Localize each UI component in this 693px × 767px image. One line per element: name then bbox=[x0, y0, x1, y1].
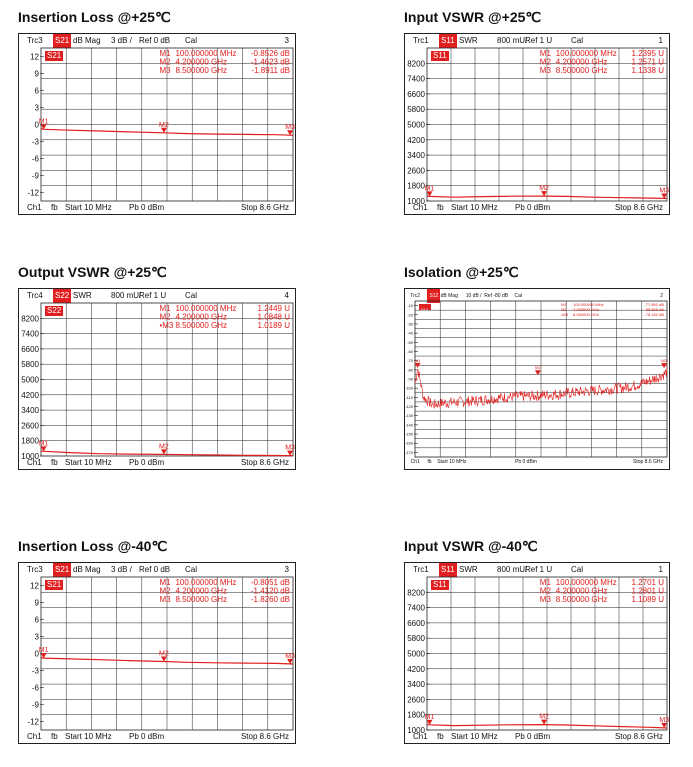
header-ref: Ref 0 dB bbox=[139, 565, 171, 574]
footer-fb: fb bbox=[51, 732, 58, 741]
y-tick-label: 5000 bbox=[21, 375, 39, 385]
marker-table-value: 1.2801 U bbox=[631, 586, 664, 596]
header-cal: Cal bbox=[185, 565, 198, 574]
y-tick-label: -120 bbox=[405, 404, 413, 410]
footer-pb: Pb 0 dBm bbox=[129, 203, 165, 212]
footer-start: Start 10 MHz bbox=[65, 203, 112, 212]
marker-table-freq: 100.000000 MHz bbox=[555, 49, 617, 58]
marker-table-freq: 100.000000 MHz bbox=[175, 304, 237, 313]
marker-triangle bbox=[661, 363, 667, 368]
y-tick-label: 4200 bbox=[407, 135, 425, 145]
footer-start: Start 10 MHz bbox=[451, 732, 498, 741]
y-tick-label: 0 bbox=[34, 649, 39, 659]
footer-stop: Stop 8.6 GHz bbox=[240, 203, 289, 212]
footer-pb: Pb 0 dBm bbox=[129, 458, 165, 467]
marker-table-freq: 8.500000 GHz bbox=[555, 595, 608, 604]
footer-fb: fb bbox=[437, 732, 444, 741]
marker-table-freq: 8.500000 GHz bbox=[175, 321, 228, 330]
header-ref: Ref 0 dB bbox=[139, 36, 171, 45]
y-tick-label: -9 bbox=[31, 700, 39, 710]
marker-table-freq: 4.200000 GHz bbox=[555, 57, 608, 67]
header-param: S11 bbox=[439, 563, 457, 577]
header-trace: Trc3 bbox=[27, 565, 43, 574]
header-cal: Cal bbox=[514, 293, 523, 299]
plot-svg bbox=[405, 289, 669, 469]
marker-table-freq: 8.500000 GHz bbox=[573, 312, 599, 317]
y-tick-label: 12 bbox=[30, 581, 39, 591]
y-tick-label: 1000 bbox=[407, 197, 425, 206]
marker-label: M1 bbox=[424, 185, 435, 193]
header-param: S11 bbox=[439, 34, 457, 48]
marker-table-freq: 100.000000 MHz bbox=[175, 49, 237, 58]
y-tick-label: 5800 bbox=[21, 360, 39, 370]
header-cal: Cal bbox=[571, 36, 584, 45]
y-tick-label: -150 bbox=[405, 431, 413, 437]
footer-ch: Ch1 bbox=[27, 732, 42, 741]
marker-table-value: -1.8260 dB bbox=[250, 595, 290, 604]
marker-table-value: 1.2571 U bbox=[631, 57, 664, 67]
plot-svg bbox=[19, 563, 295, 743]
header-ref: Ref 1 U bbox=[139, 291, 167, 300]
marker-table-value: 1.2701 U bbox=[631, 578, 664, 587]
footer-start: Start 10 MHz bbox=[65, 458, 112, 467]
header-scale: 10 dB / bbox=[465, 293, 482, 299]
y-tick-label: 3400 bbox=[407, 680, 425, 690]
marker-label: M2 bbox=[159, 121, 169, 129]
footer-pb: Pb 0 dBm bbox=[129, 732, 165, 741]
y-tick-label: -12 bbox=[27, 717, 39, 727]
grid bbox=[415, 301, 667, 457]
marker-table-freq: 4.200000 GHz bbox=[175, 57, 228, 67]
marker-label: M3 bbox=[285, 652, 295, 660]
marker-table-name: M2 bbox=[561, 307, 567, 312]
header-ref: Ref 1 U bbox=[525, 565, 553, 574]
y-tick-label: 7400 bbox=[407, 603, 425, 613]
active-trace-label: S22 bbox=[47, 306, 62, 315]
y-tick-label: 5800 bbox=[407, 634, 425, 644]
marker-label: M2 bbox=[539, 185, 549, 193]
active-trace-label: S12 bbox=[421, 307, 429, 312]
marker-table-freq: 4.200000 GHz bbox=[573, 307, 599, 312]
marker-label: M3 bbox=[661, 358, 667, 364]
header-trace: Trc3 bbox=[27, 36, 43, 45]
y-tick-label: -30 bbox=[407, 321, 413, 327]
y-tick-label: -70 bbox=[407, 358, 413, 364]
y-tick-label: -9 bbox=[31, 171, 39, 181]
footer-start: Start 10 MHz bbox=[451, 203, 498, 212]
chart-title: Insertion Loss @-40℃ bbox=[18, 538, 168, 554]
y-tick-label: 2600 bbox=[407, 166, 425, 176]
y-tick-label: 1800 bbox=[407, 710, 425, 720]
footer-ch: Ch1 bbox=[410, 459, 420, 465]
y-tick-label: 6600 bbox=[407, 618, 425, 628]
header-trace-number: 1 bbox=[658, 565, 663, 574]
marker-table-name: M1 bbox=[539, 49, 551, 58]
marker-label: M3 bbox=[659, 716, 669, 724]
marker-label: M3 bbox=[285, 444, 295, 452]
header-trace-number: 1 bbox=[658, 36, 663, 45]
header-scale: 800 mU/ bbox=[111, 291, 142, 300]
y-tick-label: 1000 bbox=[407, 726, 425, 735]
header-format: dB Mag bbox=[440, 293, 458, 299]
y-tick-label: 1000 bbox=[21, 452, 39, 461]
chart-insertion-loss-25 bbox=[18, 9, 296, 215]
y-tick-label: -6 bbox=[31, 683, 39, 693]
header-scale: 800 mU/ bbox=[497, 36, 528, 45]
footer-fb: fb bbox=[51, 203, 58, 212]
marker-table-freq: 100.000000 MHz bbox=[555, 578, 617, 587]
y-tick-label: 2600 bbox=[21, 421, 39, 431]
y-tick-label: 6600 bbox=[407, 89, 425, 99]
y-tick-label: -140 bbox=[405, 422, 413, 428]
marker-table-value: -78.182 dB bbox=[644, 312, 664, 317]
y-tick-label: 4200 bbox=[21, 390, 39, 400]
header-ref: Ref 1 U bbox=[525, 36, 553, 45]
header-trace-number: 2 bbox=[660, 293, 663, 299]
chart-insertion-loss-m40 bbox=[18, 538, 296, 744]
chart-title: Input VSWR @-40℃ bbox=[404, 538, 538, 554]
marker-table-value: 1.0848 U bbox=[257, 312, 290, 322]
plot-svg bbox=[405, 563, 669, 743]
marker-table-name: M2 bbox=[539, 57, 551, 67]
marker-label: M3 bbox=[659, 187, 669, 195]
analyzer-panel bbox=[404, 288, 670, 470]
marker-table-value: -1.4120 dB bbox=[250, 586, 290, 596]
header-trace: Trc2 bbox=[410, 293, 421, 299]
marker-table-value: 1.2395 U bbox=[631, 49, 664, 58]
marker-label: M2 bbox=[535, 365, 541, 371]
marker-table-value: -0.8526 dB bbox=[250, 49, 290, 58]
header-format: dB Mag bbox=[73, 36, 101, 45]
active-trace-label: S11 bbox=[433, 580, 447, 589]
marker-table-value: 1.0189 U bbox=[257, 321, 290, 330]
header-format: SWR bbox=[73, 291, 92, 300]
marker-table-name: M1 bbox=[159, 578, 171, 587]
y-tick-label: -170 bbox=[405, 449, 413, 455]
y-tick-label: -80 bbox=[407, 367, 413, 373]
footer-pb: Pb 0 dBm bbox=[515, 732, 551, 741]
footer-start: Start 10 MHz bbox=[65, 732, 112, 741]
y-tick-label: 2600 bbox=[407, 695, 425, 705]
chart-output-vswr-25 bbox=[18, 264, 296, 470]
footer-fb: fb bbox=[437, 203, 444, 212]
header-trace-number: 3 bbox=[284, 565, 289, 574]
footer-stop: Stop 8.6 GHz bbox=[614, 203, 663, 212]
header-param: S12 bbox=[427, 289, 440, 303]
marker-table-name: M2 bbox=[159, 586, 171, 596]
analyzer-panel bbox=[404, 562, 670, 744]
y-tick-label: 1800 bbox=[407, 181, 425, 191]
marker-table-name: M1 bbox=[159, 49, 171, 58]
y-tick-label: 7400 bbox=[21, 329, 39, 339]
marker-label: M2 bbox=[159, 443, 169, 451]
marker-label: M1 bbox=[38, 118, 49, 126]
marker-table-name: M3 bbox=[159, 66, 171, 75]
y-tick-label: -3 bbox=[31, 137, 39, 147]
active-trace-label: S21 bbox=[47, 51, 62, 60]
footer-fb: fb bbox=[427, 459, 432, 465]
marker-table-name: M1 bbox=[159, 304, 171, 313]
marker-label: M2 bbox=[159, 650, 169, 658]
y-tick-label: -40 bbox=[407, 330, 413, 336]
y-tick-label: 5800 bbox=[407, 105, 425, 115]
footer-pb: Pb 0 dBm bbox=[515, 203, 551, 212]
marker-table-value: -1.4623 dB bbox=[250, 57, 290, 67]
y-tick-label: 8200 bbox=[407, 588, 425, 598]
marker-label: M1 bbox=[424, 713, 435, 721]
marker-table-value: 1.2449 U bbox=[257, 304, 290, 313]
plot-svg bbox=[405, 34, 669, 214]
footer-stop: Stop 8.6 GHz bbox=[614, 732, 663, 741]
y-tick-label: 3 bbox=[34, 103, 39, 113]
marker-label: M1 bbox=[414, 357, 421, 363]
marker-table-value: -0.8051 dB bbox=[250, 578, 290, 587]
y-tick-label: -10 bbox=[407, 303, 413, 309]
header-ref: Ref -80 dB bbox=[484, 293, 509, 299]
footer-pb: Pb 0 dBm bbox=[515, 459, 537, 465]
footer-ch: Ch1 bbox=[413, 203, 428, 212]
marker-table-value: -1.8911 dB bbox=[251, 66, 290, 75]
marker-table-name: M2 bbox=[159, 57, 171, 67]
y-tick-label: 9 bbox=[34, 69, 39, 79]
marker-label: M2 bbox=[539, 713, 549, 721]
footer-stop: Stop 8.6 GHz bbox=[240, 732, 289, 741]
y-tick-label: 3400 bbox=[21, 406, 39, 416]
y-tick-label: 5000 bbox=[407, 649, 425, 659]
footer-stop: Stop 8.6 GHz bbox=[632, 459, 663, 465]
footer-ch: Ch1 bbox=[27, 458, 42, 467]
header-trace: Trc4 bbox=[27, 291, 43, 300]
marker-table-name: M3 bbox=[539, 66, 551, 75]
header-trace-number: 4 bbox=[284, 291, 289, 300]
marker-label: M3 bbox=[285, 124, 295, 132]
marker-table-value: 1.1089 U bbox=[631, 595, 664, 604]
marker-table-name: M3 bbox=[539, 595, 551, 604]
header-param: S22 bbox=[53, 289, 71, 303]
analyzer-panel bbox=[18, 562, 296, 744]
footer-start: Start 10 MHz bbox=[437, 459, 467, 465]
chart-title: Output VSWR @+25℃ bbox=[18, 264, 167, 280]
marker-table-value: -85.895 dB bbox=[644, 307, 664, 312]
marker-table-freq: 100.000000 MHz bbox=[573, 302, 604, 307]
marker-table-name: M1 bbox=[539, 578, 551, 587]
y-tick-label: 8200 bbox=[407, 59, 425, 69]
y-tick-label: -110 bbox=[405, 394, 413, 400]
y-tick-label: -160 bbox=[405, 440, 413, 446]
marker-table-name: •M3 bbox=[561, 312, 569, 317]
header-format: dB Mag bbox=[73, 565, 101, 574]
marker-label: M1 bbox=[38, 647, 49, 655]
marker-table-freq: 4.200000 GHz bbox=[175, 586, 228, 596]
header-cal: Cal bbox=[185, 291, 198, 300]
y-tick-label: 9 bbox=[34, 598, 39, 608]
header-param: S21 bbox=[53, 34, 71, 48]
y-tick-label: 6 bbox=[34, 86, 39, 96]
chart-input-vswr-25 bbox=[404, 9, 670, 215]
y-tick-label: 1800 bbox=[21, 436, 39, 446]
y-tick-label: 7400 bbox=[407, 74, 425, 84]
analyzer-panel bbox=[404, 33, 670, 215]
header-trace: Trc1 bbox=[413, 36, 429, 45]
footer-ch: Ch1 bbox=[27, 203, 42, 212]
footer-stop: Stop 8.6 GHz bbox=[240, 458, 289, 467]
y-tick-label: -130 bbox=[405, 413, 413, 419]
header-scale: 3 dB / bbox=[111, 565, 132, 574]
plot-svg bbox=[19, 289, 295, 469]
y-tick-label: -100 bbox=[405, 385, 413, 391]
y-tick-label: 3 bbox=[34, 632, 39, 642]
y-tick-label: 6600 bbox=[21, 344, 39, 354]
header-scale: 3 dB / bbox=[111, 36, 132, 45]
marker-table-freq: 100.000000 MHz bbox=[175, 578, 237, 587]
marker-table-name: M1 bbox=[561, 302, 567, 307]
header-param: S21 bbox=[53, 563, 71, 577]
marker-table-freq: 4.200000 GHz bbox=[175, 312, 228, 322]
header-cal: Cal bbox=[185, 36, 198, 45]
header-format: SWR bbox=[459, 36, 478, 45]
marker-label: M1 bbox=[38, 440, 49, 448]
y-tick-label: -90 bbox=[407, 376, 413, 382]
chart-input-vswr-m40 bbox=[404, 538, 670, 744]
y-tick-label: -20 bbox=[407, 312, 413, 318]
footer-ch: Ch1 bbox=[413, 732, 428, 741]
header-cal: Cal bbox=[571, 565, 584, 574]
marker-table-name: M2 bbox=[159, 312, 171, 322]
footer-fb: fb bbox=[51, 458, 58, 467]
chart-isolation-25 bbox=[404, 264, 670, 470]
marker-table-name: M2 bbox=[539, 586, 551, 596]
y-tick-label: -60 bbox=[407, 348, 413, 354]
chart-title: Input VSWR @+25℃ bbox=[404, 9, 542, 25]
header-trace-number: 3 bbox=[284, 36, 289, 45]
y-tick-label: 4200 bbox=[407, 664, 425, 674]
header-format: SWR bbox=[459, 565, 478, 574]
y-tick-label: -6 bbox=[31, 154, 39, 164]
analyzer-panel bbox=[18, 33, 296, 215]
y-tick-label: 5000 bbox=[407, 120, 425, 130]
chart-title: Insertion Loss @+25℃ bbox=[18, 9, 171, 25]
y-tick-label: 12 bbox=[30, 52, 39, 62]
y-tick-label: 0 bbox=[34, 120, 39, 130]
y-tick-label: 8200 bbox=[21, 314, 39, 324]
marker-table-value: -77.892 dB bbox=[644, 302, 664, 307]
header-trace: Trc1 bbox=[413, 565, 429, 574]
y-tick-label: 3400 bbox=[407, 151, 425, 161]
chart-title: Isolation @+25℃ bbox=[404, 264, 519, 280]
header-scale: 800 mU/ bbox=[497, 565, 528, 574]
marker-table-name: •M3 bbox=[159, 321, 174, 330]
marker-table-freq: 4.200000 GHz bbox=[555, 586, 608, 596]
y-tick-label: -12 bbox=[27, 188, 39, 198]
y-tick-label: -3 bbox=[31, 666, 39, 676]
marker-table-value: 1.1338 U bbox=[631, 66, 664, 75]
marker-table-freq: 8.500000 GHz bbox=[555, 66, 608, 75]
analyzer-panel bbox=[18, 288, 296, 470]
active-trace-label: S11 bbox=[433, 51, 447, 60]
plot-svg bbox=[19, 34, 295, 214]
marker-table-freq: 8.500000 GHz bbox=[175, 595, 228, 604]
y-tick-label: -50 bbox=[407, 339, 413, 345]
marker-table-freq: 8.500000 GHz bbox=[175, 66, 228, 75]
y-tick-label: 6 bbox=[34, 615, 39, 625]
marker-table-name: M3 bbox=[159, 595, 171, 604]
active-trace-label: S21 bbox=[47, 580, 62, 589]
